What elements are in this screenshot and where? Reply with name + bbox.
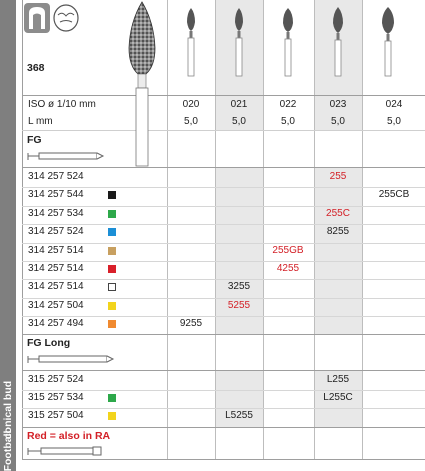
fg-row-8-color-swatch (108, 320, 116, 328)
fg-row-8-value: 9255 (179, 318, 203, 330)
bur-icon-021 (235, 8, 243, 76)
bur-icon-020 (187, 8, 195, 76)
fg-row-3-value: 8255 (326, 226, 350, 238)
fglong-row-1-color-swatch (108, 394, 116, 402)
fg-row-2-value: 255C (326, 207, 350, 219)
length-020: 5,0 (184, 116, 198, 127)
length-label: L mm (28, 116, 53, 127)
fg-row-0-code: 314 257 524 (28, 171, 84, 182)
shank-fglong-title: FG Long (27, 337, 71, 349)
size-021: 021 (230, 99, 248, 110)
fg-row-3-code: 314 257 524 (28, 226, 84, 238)
size-020: 020 (182, 99, 200, 110)
length-024: 5,0 (387, 116, 401, 127)
fg-row-7-value: 5255 (227, 299, 251, 311)
length-021: 5,0 (232, 116, 246, 127)
side-label-football: Football (2, 430, 14, 471)
bur-icon-022 (283, 8, 293, 76)
bur-icon-024 (382, 7, 394, 76)
icon-group (24, 3, 80, 33)
side-category-label (0, 0, 16, 471)
side-label-conical-bud: conical bud (2, 380, 14, 440)
fglong-row-1-value: L255C (323, 392, 353, 403)
ra-note: Red = also in RA (27, 430, 111, 442)
length-022: 5,0 (281, 116, 295, 127)
fg-row-5-code: 314 257 514 (28, 263, 84, 274)
ra-shank-icon (27, 445, 105, 457)
fglong-row-0-value: L255 (326, 374, 350, 385)
fglong-row-1-code: 315 257 534 (28, 392, 84, 403)
fg-row-4-code: 314 257 514 (28, 244, 84, 256)
fglong-shank-icon (27, 353, 115, 365)
fg-row-4-value: 255GB (272, 244, 304, 256)
fglong-row-2-value: L5255 (225, 410, 253, 421)
fg-row-0-value: 255 (329, 171, 347, 182)
fg-shank-icon (27, 150, 105, 162)
product-table (22, 0, 425, 460)
fg-row-5-value: 4255 (276, 263, 300, 274)
fg-row-3-color-swatch (108, 228, 116, 236)
fg-row-2-code: 314 257 534 (28, 207, 84, 219)
fg-row-1-value: 255CB (378, 189, 410, 201)
model-number: 368 (27, 62, 45, 74)
fg-row-1-color-swatch (108, 191, 116, 199)
fg-row-1-code: 314 257 544 (28, 189, 84, 201)
shade-col-023-fg (314, 168, 362, 334)
fglong-row-2-code: 315 257 504 (28, 410, 84, 421)
length-023: 5,0 (331, 116, 345, 127)
fg-row-5-color-swatch (108, 265, 116, 273)
fg-row-7-color-swatch (108, 302, 116, 310)
fg-row-8-code: 314 257 494 (28, 318, 84, 330)
size-023: 023 (329, 99, 347, 110)
iso-label: ISO ø 1/10 mm (28, 99, 96, 110)
fg-row-6-code: 314 257 514 (28, 281, 84, 293)
fg-row-6-value: 3255 (227, 281, 251, 293)
fglong-row-0-code: 315 257 524 (28, 374, 84, 385)
tooth-occlusal-icon (54, 5, 78, 31)
tooth-crown-icon (24, 3, 50, 33)
fg-row-7-code: 314 257 504 (28, 299, 84, 311)
size-022: 022 (279, 99, 297, 110)
size-024: 024 (385, 99, 403, 110)
shank-fg-title: FG (27, 134, 42, 146)
fg-row-6-color-swatch (108, 283, 116, 291)
fg-row-4-color-swatch (108, 247, 116, 255)
fglong-row-2-color-swatch (108, 412, 116, 420)
bur-large-illustration (122, 0, 166, 168)
bur-icon-023 (333, 7, 343, 76)
fg-row-2-color-swatch (108, 210, 116, 218)
bur-size-illustrations (167, 0, 425, 95)
